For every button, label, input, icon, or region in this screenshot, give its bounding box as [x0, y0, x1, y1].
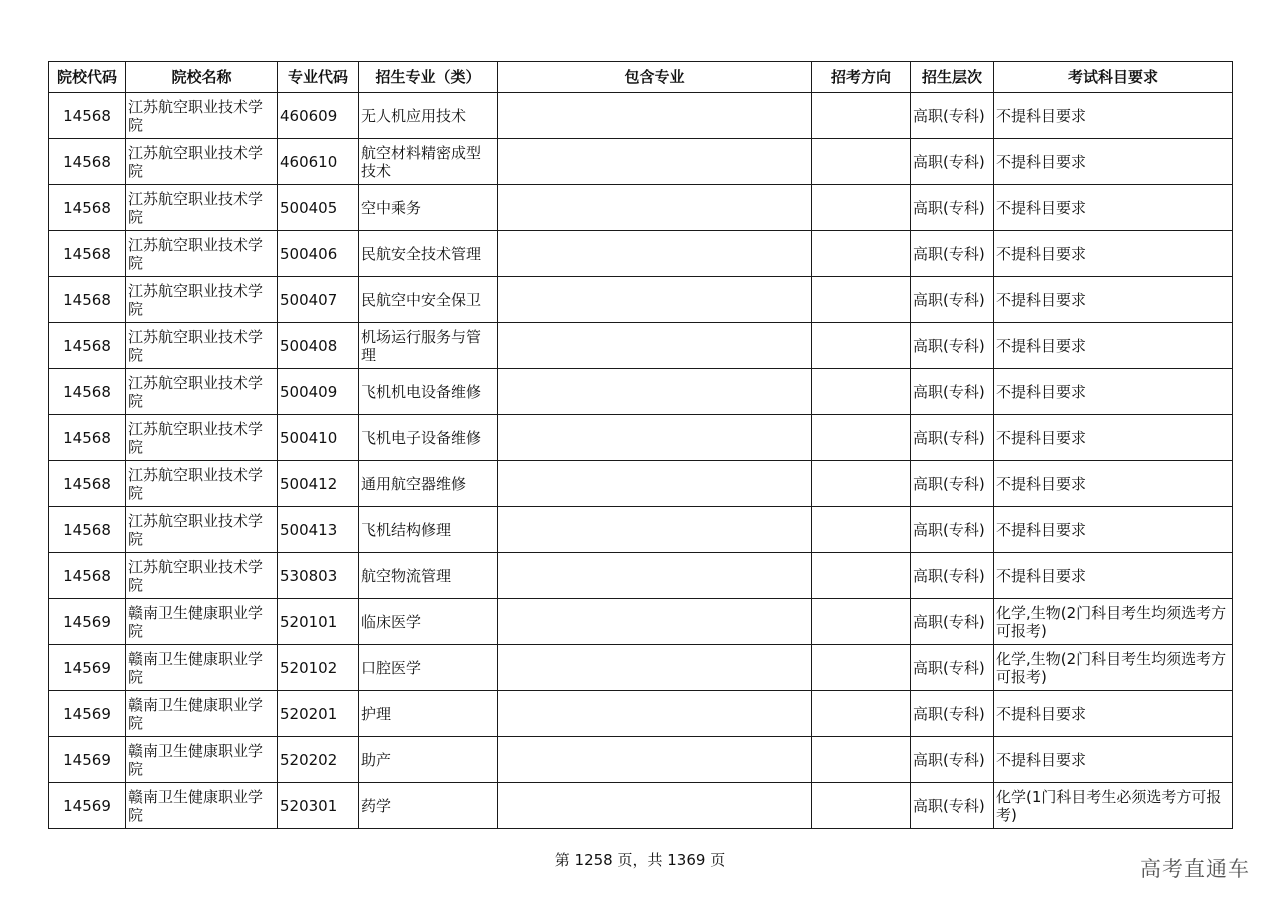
level-cell: 高职(专科)	[911, 507, 994, 553]
school-name-cell: 赣南卫生健康职业学院	[126, 737, 278, 783]
school-name-cell: 江苏航空职业技术学院	[126, 507, 278, 553]
level-cell: 高职(专科)	[911, 737, 994, 783]
major-code-cell: 500408	[278, 323, 359, 369]
school-name-cell: 江苏航空职业技术学院	[126, 231, 278, 277]
school-code-cell: 14568	[49, 139, 126, 185]
major-code-cell: 500413	[278, 507, 359, 553]
header-level: 招生层次	[911, 62, 994, 93]
watermark: 高考直通车	[1140, 857, 1250, 881]
subject-requirement-cell: 不提科目要求	[994, 461, 1233, 507]
included-majors-cell	[498, 415, 812, 461]
school-code-cell: 14568	[49, 277, 126, 323]
major-name-cell: 机场运行服务与管理	[359, 323, 498, 369]
table-row	[49, 553, 1233, 599]
direction-cell	[812, 737, 911, 783]
table-row	[49, 599, 1233, 645]
table-row	[49, 231, 1233, 277]
level-cell: 高职(专科)	[911, 553, 994, 599]
major-name-cell: 口腔医学	[359, 645, 498, 691]
school-name-cell: 江苏航空职业技术学院	[126, 139, 278, 185]
major-name-cell: 民航空中安全保卫	[359, 277, 498, 323]
subject-requirement-cell: 不提科目要求	[994, 369, 1233, 415]
school-code-cell: 14568	[49, 553, 126, 599]
page-number: 第 1258 页，共 1369 页	[554, 851, 726, 869]
direction-cell	[812, 277, 911, 323]
subject-requirement-cell: 不提科目要求	[994, 231, 1233, 277]
table-row	[49, 415, 1233, 461]
direction-cell	[812, 185, 911, 231]
subject-requirement-cell: 不提科目要求	[994, 691, 1233, 737]
table-row	[49, 461, 1233, 507]
major-code-cell: 500405	[278, 185, 359, 231]
school-code-cell: 14568	[49, 415, 126, 461]
direction-cell	[812, 553, 911, 599]
table-row	[49, 185, 1233, 231]
table-row	[49, 139, 1233, 185]
subject-requirement-cell: 不提科目要求	[994, 415, 1233, 461]
included-majors-cell	[498, 93, 812, 139]
major-name-cell: 飞机机电设备维修	[359, 369, 498, 415]
subject-requirement-cell: 化学,生物(2门科目考生均须选考方可报考)	[994, 645, 1233, 691]
level-cell: 高职(专科)	[911, 645, 994, 691]
level-cell: 高职(专科)	[911, 185, 994, 231]
subject-requirement-cell: 化学,生物(2门科目考生均须选考方可报考)	[994, 599, 1233, 645]
direction-cell	[812, 461, 911, 507]
direction-cell	[812, 691, 911, 737]
direction-cell	[812, 369, 911, 415]
school-name-cell: 江苏航空职业技术学院	[126, 553, 278, 599]
school-code-cell: 14568	[49, 231, 126, 277]
school-code-cell: 14569	[49, 599, 126, 645]
major-name-cell: 助产	[359, 737, 498, 783]
level-cell: 高职(专科)	[911, 139, 994, 185]
included-majors-cell	[498, 599, 812, 645]
major-name-cell: 护理	[359, 691, 498, 737]
table-row	[49, 93, 1233, 139]
school-code-cell: 14569	[49, 783, 126, 829]
level-cell: 高职(专科)	[911, 369, 994, 415]
table-row	[49, 507, 1233, 553]
table-row	[49, 369, 1233, 415]
school-name-cell: 赣南卫生健康职业学院	[126, 599, 278, 645]
subject-requirement-cell: 不提科目要求	[994, 553, 1233, 599]
subject-requirement-cell: 不提科目要求	[994, 93, 1233, 139]
level-cell: 高职(专科)	[911, 231, 994, 277]
level-cell: 高职(专科)	[911, 461, 994, 507]
major-code-cell: 530803	[278, 553, 359, 599]
major-code-cell: 460609	[278, 93, 359, 139]
major-code-cell: 520202	[278, 737, 359, 783]
header-direction: 招考方向	[812, 62, 911, 93]
included-majors-cell	[498, 691, 812, 737]
included-majors-cell	[498, 369, 812, 415]
header-school-code: 院校代码	[49, 62, 126, 93]
direction-cell	[812, 783, 911, 829]
included-majors-cell	[498, 231, 812, 277]
major-name-cell: 航空材料精密成型技术	[359, 139, 498, 185]
major-name-cell: 航空物流管理	[359, 553, 498, 599]
included-majors-cell	[498, 553, 812, 599]
school-code-cell: 14568	[49, 93, 126, 139]
school-name-cell: 赣南卫生健康职业学院	[126, 691, 278, 737]
school-code-cell: 14568	[49, 507, 126, 553]
included-majors-cell	[498, 461, 812, 507]
direction-cell	[812, 599, 911, 645]
major-code-cell: 460610	[278, 139, 359, 185]
direction-cell	[812, 231, 911, 277]
direction-cell	[812, 507, 911, 553]
major-code-cell: 520101	[278, 599, 359, 645]
school-name-cell: 江苏航空职业技术学院	[126, 323, 278, 369]
header-row	[49, 62, 1233, 93]
table-row	[49, 737, 1233, 783]
direction-cell	[812, 323, 911, 369]
direction-cell	[812, 139, 911, 185]
major-code-cell: 520201	[278, 691, 359, 737]
included-majors-cell	[498, 783, 812, 829]
subject-requirement-cell: 化学(1门科目考生必须选考方可报考)	[994, 783, 1233, 829]
major-name-cell: 无人机应用技术	[359, 93, 498, 139]
level-cell: 高职(专科)	[911, 691, 994, 737]
major-code-cell: 520301	[278, 783, 359, 829]
subject-requirement-cell: 不提科目要求	[994, 507, 1233, 553]
major-name-cell: 民航安全技术管理	[359, 231, 498, 277]
level-cell: 高职(专科)	[911, 323, 994, 369]
enrollment-table	[48, 61, 1233, 829]
subject-requirement-cell: 不提科目要求	[994, 277, 1233, 323]
header-school-name: 院校名称	[126, 62, 278, 93]
included-majors-cell	[498, 507, 812, 553]
subject-requirement-cell: 不提科目要求	[994, 737, 1233, 783]
level-cell: 高职(专科)	[911, 415, 994, 461]
school-name-cell: 江苏航空职业技术学院	[126, 277, 278, 323]
subject-requirement-cell: 不提科目要求	[994, 185, 1233, 231]
table-row	[49, 323, 1233, 369]
included-majors-cell	[498, 645, 812, 691]
major-name-cell: 飞机结构修理	[359, 507, 498, 553]
subject-requirement-cell: 不提科目要求	[994, 139, 1233, 185]
level-cell: 高职(专科)	[911, 783, 994, 829]
included-majors-cell	[498, 277, 812, 323]
table-row	[49, 645, 1233, 691]
included-majors-cell	[498, 323, 812, 369]
major-code-cell: 520102	[278, 645, 359, 691]
school-code-cell: 14568	[49, 369, 126, 415]
major-code-cell: 500412	[278, 461, 359, 507]
header-major-name: 招生专业（类）	[359, 62, 498, 93]
school-name-cell: 江苏航空职业技术学院	[126, 461, 278, 507]
school-name-cell: 江苏航空职业技术学院	[126, 185, 278, 231]
major-name-cell: 临床医学	[359, 599, 498, 645]
major-code-cell: 500407	[278, 277, 359, 323]
school-name-cell: 赣南卫生健康职业学院	[126, 645, 278, 691]
level-cell: 高职(专科)	[911, 277, 994, 323]
school-code-cell: 14568	[49, 185, 126, 231]
header-major-code: 专业代码	[278, 62, 359, 93]
direction-cell	[812, 415, 911, 461]
school-code-cell: 14569	[49, 737, 126, 783]
major-name-cell: 空中乘务	[359, 185, 498, 231]
school-code-cell: 14569	[49, 645, 126, 691]
major-code-cell: 500409	[278, 369, 359, 415]
school-code-cell: 14569	[49, 691, 126, 737]
major-code-cell: 500406	[278, 231, 359, 277]
major-name-cell: 飞机电子设备维修	[359, 415, 498, 461]
school-code-cell: 14568	[49, 323, 126, 369]
included-majors-cell	[498, 737, 812, 783]
level-cell: 高职(专科)	[911, 599, 994, 645]
major-name-cell: 通用航空器维修	[359, 461, 498, 507]
school-name-cell: 江苏航空职业技术学院	[126, 93, 278, 139]
major-name-cell: 药学	[359, 783, 498, 829]
school-name-cell: 赣南卫生健康职业学院	[126, 783, 278, 829]
major-code-cell: 500410	[278, 415, 359, 461]
header-subject-requirement: 考试科目要求	[994, 62, 1233, 93]
direction-cell	[812, 645, 911, 691]
table-body	[49, 93, 1233, 829]
school-name-cell: 江苏航空职业技术学院	[126, 415, 278, 461]
school-name-cell: 江苏航空职业技术学院	[126, 369, 278, 415]
table-row	[49, 277, 1233, 323]
header-included-majors: 包含专业	[498, 62, 812, 93]
table-row	[49, 691, 1233, 737]
included-majors-cell	[498, 185, 812, 231]
included-majors-cell	[498, 139, 812, 185]
level-cell: 高职(专科)	[911, 93, 994, 139]
school-code-cell: 14568	[49, 461, 126, 507]
table-row	[49, 783, 1233, 829]
direction-cell	[812, 93, 911, 139]
subject-requirement-cell: 不提科目要求	[994, 323, 1233, 369]
